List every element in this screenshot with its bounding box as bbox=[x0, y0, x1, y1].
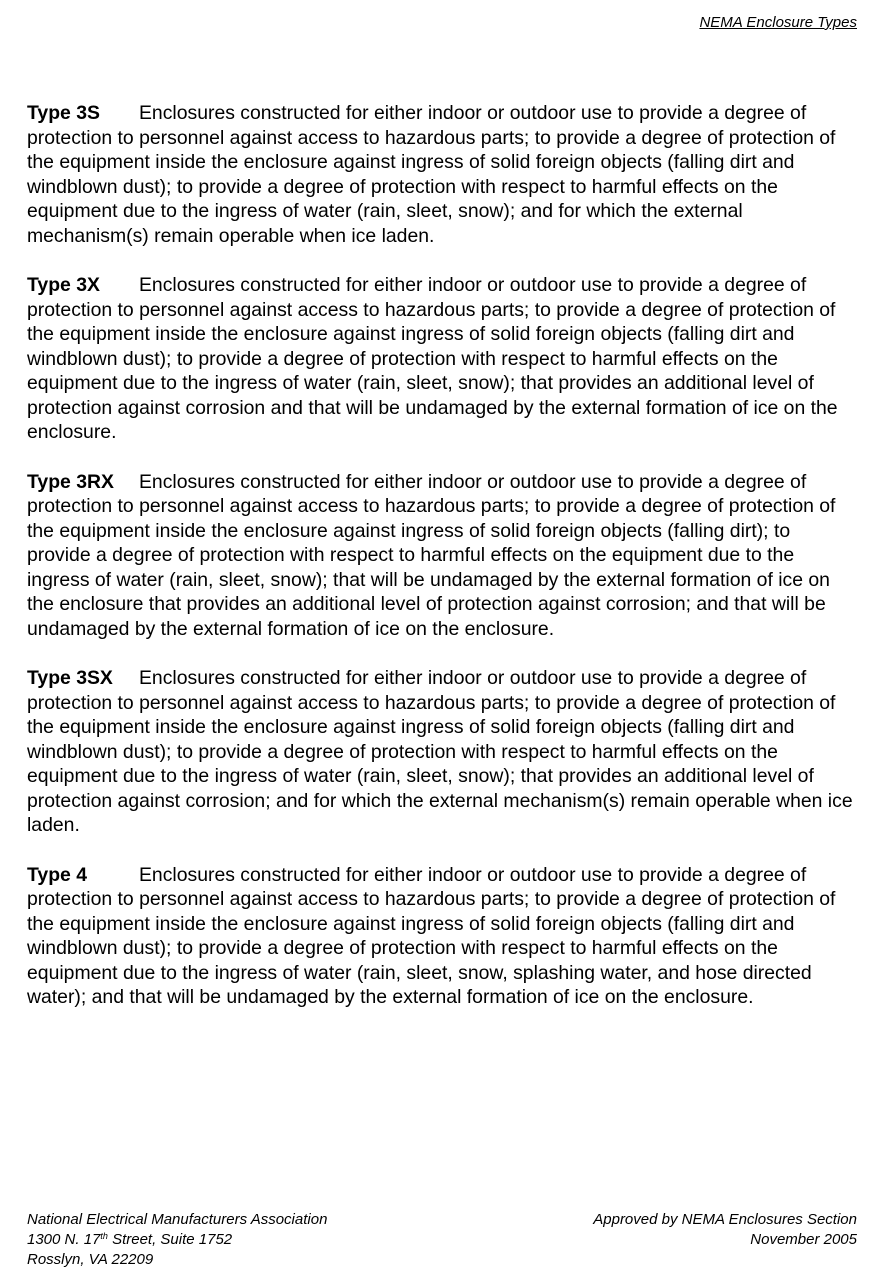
enclosure-type-label: Type 3X bbox=[27, 274, 100, 296]
enclosure-type-label: Type 3RX bbox=[27, 470, 114, 493]
footer-street-ordinal: th bbox=[100, 1231, 108, 1241]
page-header-title: NEMA Enclosure Types bbox=[699, 14, 857, 31]
enclosure-entry-type-3x bbox=[27, 273, 859, 445]
footer-approval: Approved by NEMA Enclosures Section bbox=[593, 1211, 857, 1228]
enclosure-description: Enclosures constructed for either indoor or outdoor use to provide a degree of protection to personnel against access to hazardous parts; to provide a degree of protection of the equipment inside the enclosure against ingress of solid foreign objects (falling dirt and windblown dust); to provide a degree of protection with respect to harmful effects on the equipment due to the ingress of water (rain, sleet, snow, splashing water, and hose directed water); and that will be undamaged by the external formation of ice on the enclosure. bbox=[27, 863, 836, 1008]
footer-street-address bbox=[27, 1230, 327, 1250]
footer-approval-block bbox=[593, 1210, 857, 1250]
enclosure-description: Enclosures constructed for either indoor or outdoor use to provide a degree of protection to personnel against access to hazardous parts; to provide a degree of protection of the equipment inside the enclosure against ingress of solid foreign objects (falling dirt and windblown dust); to provide a degree of protection with respect to harmful effects on the equipment due to the ingress of water (rain, sleet, snow); and for which the external mechanism(s) remain operable when ice laden. bbox=[27, 102, 836, 247]
enclosure-type-label: Type 4 bbox=[27, 863, 87, 886]
footer-street-rest: Street, Suite 1752 bbox=[107, 1231, 233, 1248]
enclosure-entry-type-4 bbox=[27, 863, 859, 1010]
enclosure-description: Enclosures constructed for either indoor or outdoor use to provide a degree of protection to personnel against access to hazardous parts; to provide a degree of protection of the equipment inside the enclosure against ingress of solid foreign objects (falling dirt); to provide a degree of protection with respect to harmful effects on the equipment due to the ingress of water (rain, sleet, snow); that will be undamaged by the external formation of ice on the enclosure that provides an additional level of protection against corrosion; and that will be undamaged by the external formation of ice on the enclosure. bbox=[27, 470, 836, 640]
footer-city: Rosslyn, VA 22209 bbox=[27, 1251, 154, 1268]
enclosure-entry-type-3s bbox=[27, 101, 859, 248]
enclosure-description: Enclosures constructed for either indoor or outdoor use to provide a degree of protection to personnel against access to hazardous parts; to provide a degree of protection of the equipment inside the enclosure against ingress of solid foreign objects (falling dirt and windblown dust); to provide a degree of protection with respect to harmful effects on the equipment due to the ingress of water (rain, sleet, snow); that provides an additional level of protection against corrosion and that will be undamaged by the external formation of ice on the enclosure. bbox=[27, 274, 838, 443]
document-body bbox=[27, 101, 859, 1035]
footer-date: November 2005 bbox=[750, 1231, 857, 1248]
footer-address-block bbox=[27, 1210, 327, 1270]
enclosure-entry-type-3sx bbox=[27, 666, 859, 838]
footer-organization: National Electrical Manufacturers Association bbox=[27, 1211, 328, 1228]
enclosure-description: Enclosures constructed for either indoor or outdoor use to provide a degree of protection to personnel against access to hazardous parts; to provide a degree of protection of the equipment inside the enclosure against ingress of solid foreign objects (falling dirt and windblown dust); to provide a degree of protection with respect to harmful effects on the equipment due to the ingress of water (rain, sleet, snow); that provides an additional level of protection against corrosion; and for which the external mechanism(s) remain operable when ice laden. bbox=[27, 667, 853, 836]
footer-street-number: 1300 N. 17 bbox=[27, 1231, 101, 1248]
enclosure-entry-type-3rx bbox=[27, 470, 859, 642]
enclosure-type-label: Type 3SX bbox=[27, 667, 113, 689]
enclosure-type-label: Type 3S bbox=[27, 102, 100, 124]
